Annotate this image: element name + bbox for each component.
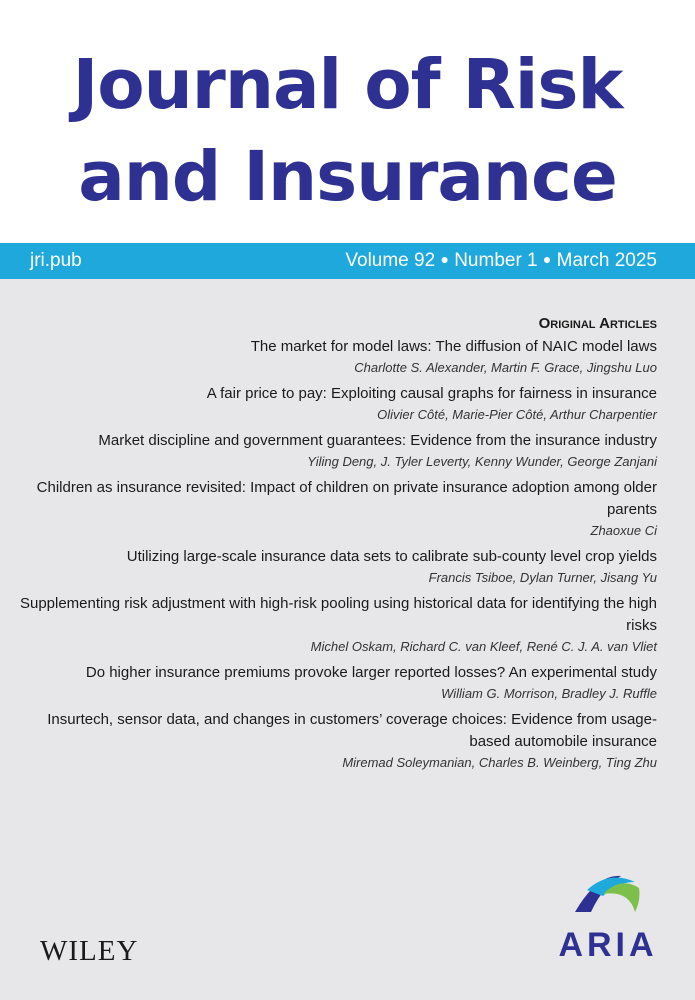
aria-arc-icon — [573, 868, 643, 918]
volume-label: Volume 92 — [345, 250, 436, 271]
article-title: The market for model laws: The diffusion of NAIC model laws — [250, 338, 657, 355]
bullet-separator: ● — [440, 251, 449, 267]
article-authors: Zhaoxue Ci — [590, 523, 657, 538]
issue-info — [345, 250, 657, 272]
journal-title-line-2: and Insurance — [78, 137, 617, 217]
date-label: March 2025 — [556, 250, 657, 271]
journal-url: jri.pub — [30, 250, 82, 271]
article-entry — [17, 383, 657, 425]
masthead — [0, 0, 695, 243]
issue-band — [0, 243, 695, 279]
article-entry — [17, 546, 657, 588]
article-title: Utilizing large-scale insurance data sets to calibrate sub-county level crop yields — [126, 548, 657, 565]
article-authors: Michel Oskam, Richard C. van Kleef, René C. J. A. van Vliet — [310, 639, 657, 654]
article-entry — [17, 477, 657, 541]
article-entry — [17, 709, 657, 773]
article-authors: Francis Tsiboe, Dylan Turner, Jisang Yu — [428, 570, 657, 585]
aria-wordmark: ARIA — [558, 926, 658, 964]
article-authors: Olivier Côté, Marie-Pier Côté, Arthur Charpentier — [377, 407, 657, 422]
wiley-logo: WILEY — [40, 935, 139, 967]
article-title: Supplementing risk adjustment with high-risk pooling using historical data for identifying the high risks — [19, 595, 657, 634]
article-title: Market discipline and government guarantees: Evidence from the insurance industry — [98, 432, 657, 449]
article-entry — [17, 336, 657, 378]
table-of-contents — [17, 314, 657, 778]
article-title: Do higher insurance premiums provoke larger reported losses? An experimental study — [85, 664, 657, 681]
bullet-separator: ● — [542, 251, 552, 267]
article-authors: William G. Morrison, Bradley J. Ruffle — [441, 686, 657, 701]
article-title: Insurtech, sensor data, and changes in customers’ coverage choices: Evidence from usage-based automobile insurance — [47, 711, 657, 750]
article-entry — [17, 662, 657, 704]
article-entry — [17, 430, 657, 472]
article-authors: Miremad Soleymanian, Charles B. Weinberg, Ting Zhu — [342, 755, 657, 770]
section-heading: Original Articles — [538, 315, 657, 332]
article-title: A fair price to pay: Exploiting causal graphs for fairness in insurance — [206, 385, 657, 402]
article-entry — [17, 593, 657, 657]
aria-logo — [553, 868, 663, 978]
journal-title-line-1: Journal of Risk — [72, 45, 623, 125]
article-title: Children as insurance revisited: Impact of children on private insurance adoption among older parents — [36, 479, 657, 518]
article-authors: Yiling Deng, J. Tyler Leverty, Kenny Wunder, George Zanjani — [307, 454, 657, 469]
number-label: Number 1 — [454, 250, 538, 271]
article-authors: Charlotte S. Alexander, Martin F. Grace, Jingshu Luo — [354, 360, 657, 375]
